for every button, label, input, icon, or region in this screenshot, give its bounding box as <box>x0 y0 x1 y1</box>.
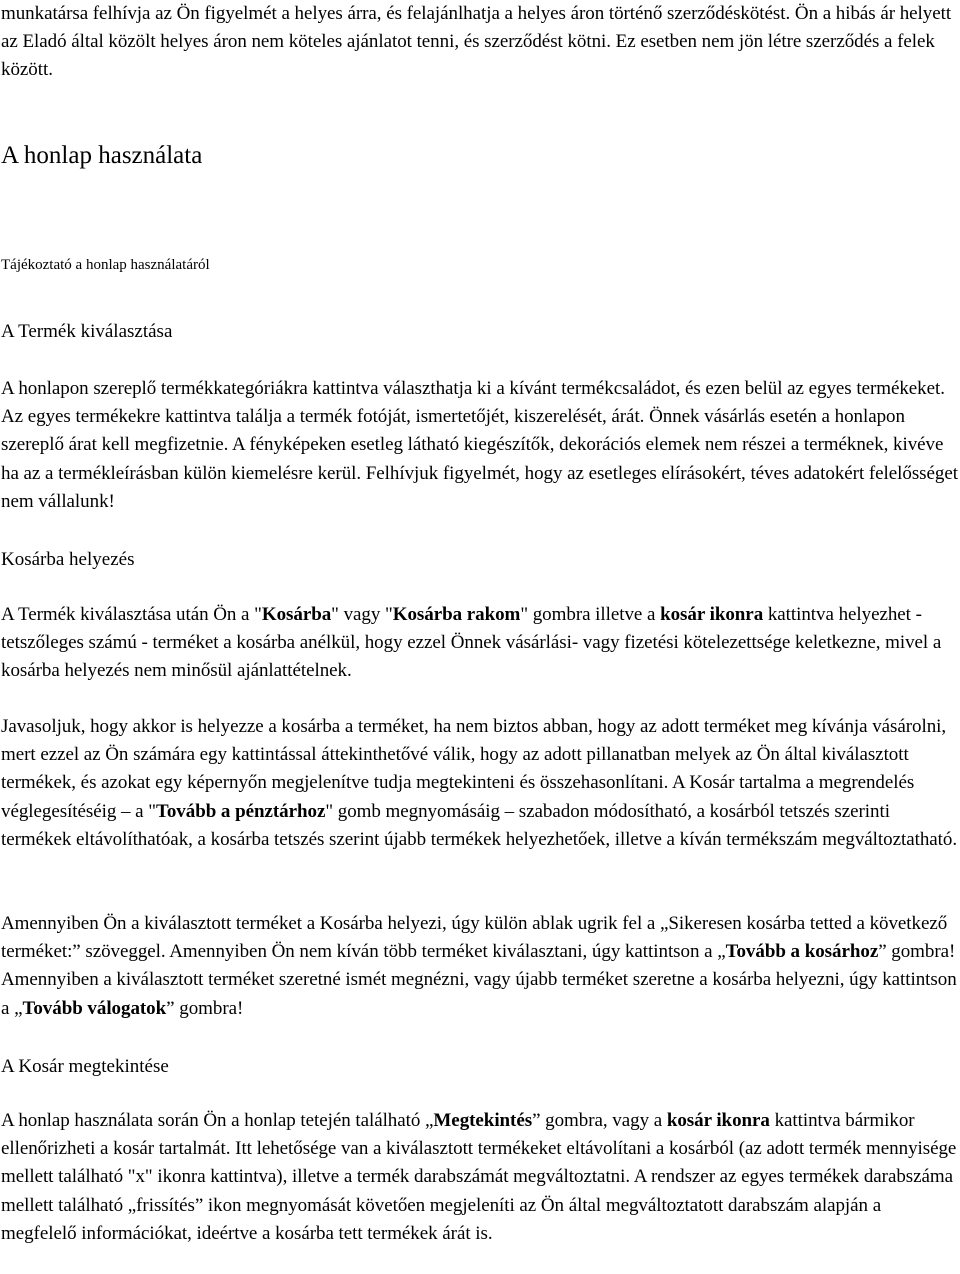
text-segment: ” gombra, vagy a <box>532 1110 667 1131</box>
text-segment: Javasoljuk, hogy akkor is helyezze a kosárba a terméket, ha nem biztos abban, hogy az adott terméket meg kívánja vásárolni, mert ezzel az Ön számára egy kattintással áttekinthetővé válik, hogy az adott pillanatban melyek az Ön által kiválasztott termékek, és azokat egy képernyőn megjelenítve tudja megtekinteni és összehasonlítani. A Kosár tartalma a megrendelés véglegesítéséig – a " <box>1 716 947 822</box>
bold-segment: Kosárba <box>261 604 332 625</box>
section-title: A honlap használata <box>1 142 203 169</box>
text-segment: " gomb megnyomásáig – szabadon módosítható, a kosárból tetszés szerinti termékek eltávolíthatóak, a kosárba tetszés szerint újabb termékek helyezhetőek, illetve a kíván termékszám megváltoztatható. <box>1 800 958 850</box>
text-segment: kattintva bármikor ellenőrizheti a kosár tartalmát. Itt lehetősége van a kiválasztott termékeket eltávolítani a kosárból (az adott termék mennyisége mellett található "x" ikonra kattintva), illetve a termék darabszámát megváltoztatni. A rendszer az egyes termékek darabszáma mellett található „frissítés” ikon megnyomását követően megjeleníti az Ön által megváltoztatott darabszám alapján a megfelelő információkat, ideértve a kosárba tett termékek árát is. <box>1 1110 957 1244</box>
cart-view-heading: A Kosár megtekintése <box>1 1056 169 1077</box>
cart-add-paragraph-3 <box>0 910 959 1023</box>
product-selection-paragraph: A honlapon szereplő termékkategóriákra kattintva választhatja ki a kívánt termékcsaládot, és ezen belül az egyes termékeket. Az egyes termékekre kattintva találja a termék fotóját, ismertetőjét, kiszerelését, árát. Önnek vásárlás esetén a honlapon szereplő árat kell megfizetnie. A fényképeken esetleg látható kiegészítők, dekorációs elemek nem részei a terméknek, kivéve ha az a termékleírásban külön kiemelésre kerül. Felhívjuk figyelmét, hogy az esetleges elírásokért, téves adatokért felelősséget nem vállalunk! <box>1 378 958 512</box>
bold-segment: kosár ikonra <box>660 604 764 625</box>
bold-segment: Kosárba rakom <box>392 604 521 625</box>
bold-segment: kosár ikonra <box>666 1110 770 1131</box>
cart-add-paragraph-2 <box>0 713 959 854</box>
bold-segment: Tovább a pénztárhoz <box>155 800 326 822</box>
text-segment: " vagy " <box>331 604 393 625</box>
text-segment: ” gombra! Amennyiben a kiválasztott terméket szeretné ismét megnézni, vagy újabb terméket szeretne a kosárba helyezni, úgy kattintson a „ <box>1 941 957 1019</box>
text-segment: Amennyiben Ön a kiválasztott terméket a Kosárba helyezi, úgy külön ablak ugrik fel a „Sikeresen kosárba tetted a következő terméket:” szöveggel. Amennyiben Ön nem kíván több terméket kiválasztani, úgy kattintson a „ <box>1 913 948 963</box>
cart-view-paragraph <box>0 1107 959 1248</box>
cart-add-paragraph-1 <box>0 601 959 686</box>
text-segment: kattintva helyezhet - tetszőleges számú - terméket a kosárba anélkül, hogy ezzel Önnek vásárlási- vagy fizetési kötelezettsége keletkezne, mivel a kosárba helyezés nem minősül ajánlattételnek. <box>1 604 942 682</box>
bold-segment: Megtekintés <box>433 1110 533 1131</box>
text-segment: " gombra illetve a <box>520 604 661 625</box>
intro-paragraph: munkatársa felhívja az Ön figyelmét a helyes árra, és felajánlhatja a helyes áron történő szerződéskötést. Ön a hibás ár helyett az Eladó által közölt helyes áron nem köteles ajánlatot tenni, és szerződést kötni. Ez esetben nem jön létre szerződés a felek között. <box>1 3 952 81</box>
text-segment: ” gombra! <box>166 997 244 1019</box>
product-selection-heading: A Termék kiválasztása <box>1 321 173 342</box>
text-segment: A honlap használata során Ön a honlap tetején található „ <box>1 1110 434 1131</box>
subtitle: Tájékoztató a honlap használatáról <box>1 257 210 273</box>
text-segment: A Termék kiválasztása után Ön a " <box>1 604 262 625</box>
bold-segment: Tovább a kosárhoz <box>725 941 879 963</box>
cart-add-heading: Kosárba helyezés <box>1 549 135 570</box>
bold-segment: Tovább válogatok <box>22 997 167 1019</box>
